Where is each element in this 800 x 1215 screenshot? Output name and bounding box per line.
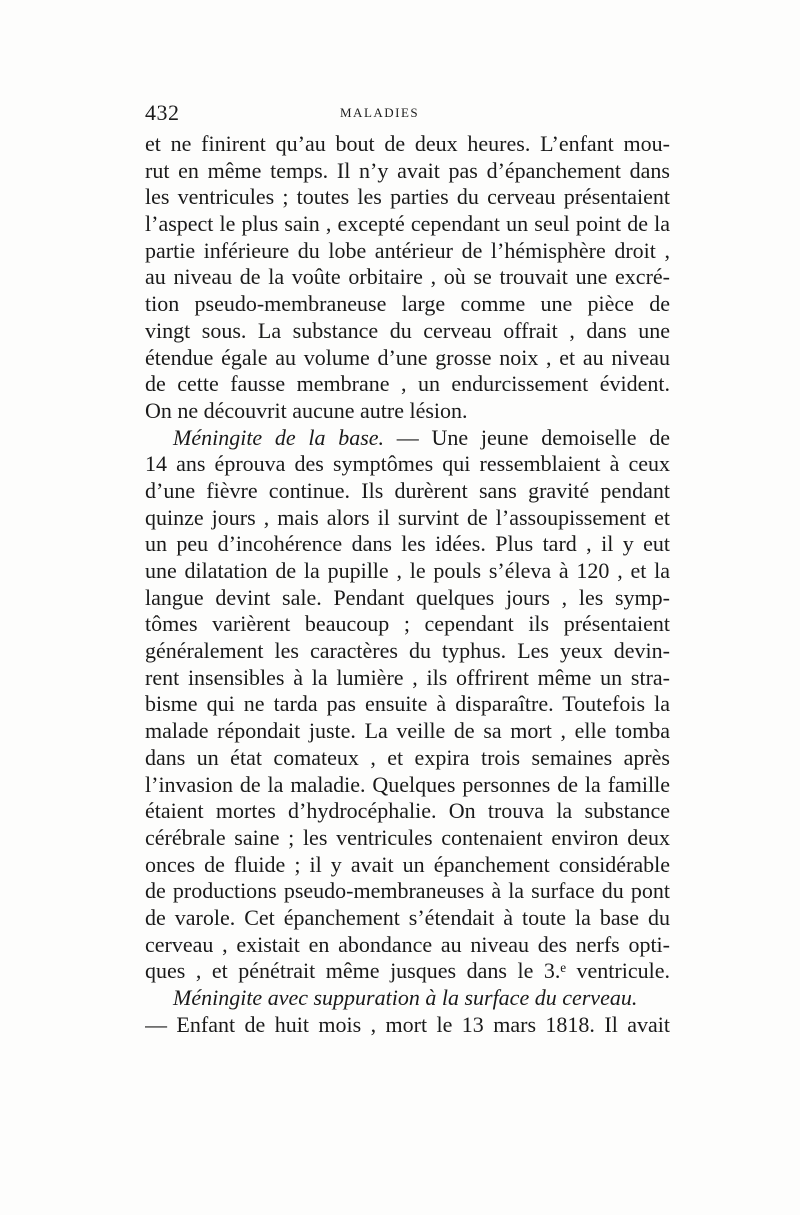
text-line xyxy=(145,825,670,852)
text-line xyxy=(145,425,670,452)
line-text: malade répondait juste. La veille de sa mort , elle tomba xyxy=(145,718,670,744)
text-line xyxy=(145,1012,670,1039)
line-text: bisme qui ne tarda pas ensuite à disparaître. Toutefois la xyxy=(145,691,670,717)
italic-heading: Méningite de la base. xyxy=(173,424,385,450)
text-line xyxy=(145,131,670,158)
text-line xyxy=(145,184,670,211)
line-text: On ne découvrit aucune autre lésion. xyxy=(145,397,468,423)
line-text: quinze jours , mais alors il survint de l’assoupissement et xyxy=(145,504,670,530)
page-number: 432 xyxy=(145,100,180,125)
line-text: onces de fluide ; il y avait un épanchement considérable xyxy=(145,851,670,877)
line-text: une dilatation de la pupille , le pouls s’éleva à 120 , et la xyxy=(145,558,670,583)
line-text: partie inférieure du lobe antérieur de l’hémisphère droit , xyxy=(145,237,670,263)
text-line xyxy=(145,585,670,612)
italic-heading: Méningite avec suppuration à la surface du cerveau. xyxy=(173,985,638,1010)
line-text: cerveau , existait en abondance au niveau des nerfs opti- xyxy=(145,931,670,957)
text-line xyxy=(145,238,670,265)
text-line xyxy=(145,691,670,718)
line-text: l’invasion de la maladie. Quelques personnes de la famille xyxy=(145,771,670,797)
line-text: cérébrale saine ; les ventricules contenaient environ deux xyxy=(145,824,670,850)
line-text: rut en même temps. Il n’y avait pas d’épanchement dans xyxy=(145,157,670,183)
text-line xyxy=(145,398,670,425)
text-line xyxy=(145,958,670,985)
text-line xyxy=(145,852,670,879)
line-text: d’une fièvre continue. Ils durèrent sans gravité pendant xyxy=(145,477,670,503)
line-text: vingt sous. La substance du cerveau offrait , dans une xyxy=(145,317,670,343)
line-text: tion pseudo-membraneuse large comme une pièce de xyxy=(145,291,670,317)
text-line xyxy=(145,158,670,185)
text-line xyxy=(145,932,670,959)
text-line xyxy=(145,665,670,692)
line-text: rent insensibles à la lumière , ils offrirent même un stra- xyxy=(145,664,670,690)
line-text: langue devint sale. Pendant quelques jours , les symp- xyxy=(145,584,670,610)
line-text: et ne finirent qu’au bout de deux heures. L’enfant mou- xyxy=(145,131,670,156)
line-text: 14 ans éprouva des symptômes qui ressemblaient à ceux xyxy=(145,451,670,477)
running-head: MALADIES xyxy=(340,105,420,120)
text-line xyxy=(145,345,670,372)
line-text: — Une jeune demoiselle de xyxy=(384,424,670,450)
text-line xyxy=(145,611,670,638)
text-line xyxy=(145,558,670,585)
line-text: généralement les caractères du typhus. Les yeux devin- xyxy=(145,638,670,664)
text-line xyxy=(145,798,670,825)
text-line xyxy=(145,772,670,799)
line-text: les ventricules ; toutes les parties du cerveau présentaient xyxy=(145,184,670,210)
text-line xyxy=(145,505,670,532)
text-line xyxy=(145,718,670,745)
line-text: étendue égale au volume d’une grosse noix , et au niveau xyxy=(145,344,670,370)
line-text: de productions pseudo-membraneuses à la surface du pont xyxy=(145,878,670,904)
text-line xyxy=(145,745,670,772)
line-text: — Enfant de huit mois , mort le 13 mars 1818. Il avait xyxy=(145,1011,670,1037)
text-line xyxy=(145,371,670,398)
line-text: dans un état comateux , et expira trois semaines après xyxy=(145,744,670,770)
text-line xyxy=(145,318,670,345)
text-line xyxy=(145,878,670,905)
line-text: tômes varièrent beaucoup ; cependant ils présentaient xyxy=(145,611,670,637)
line-text: l’aspect le plus sain , excepté cependant un seul point de la xyxy=(145,211,670,237)
text-line xyxy=(145,264,670,291)
text-line xyxy=(145,211,670,238)
text-line xyxy=(145,478,670,505)
text-line xyxy=(145,905,670,932)
line-text: ques , et pénétrait même jusques dans le 3.ᵉ ventricule. xyxy=(145,958,670,984)
text-line xyxy=(145,291,670,318)
line-text: étaient mortes d’hydrocéphalie. On trouva la substance xyxy=(145,798,670,824)
text-line xyxy=(145,985,670,1012)
page-header xyxy=(145,100,670,130)
line-text: de cette fausse membrane , un endurcissement évident. xyxy=(145,371,670,397)
line-text: un peu d’incohérence dans les idées. Plus tard , il y eut xyxy=(145,531,670,557)
text-line xyxy=(145,638,670,665)
body-text xyxy=(145,131,670,1038)
text-line xyxy=(145,531,670,558)
text-line xyxy=(145,451,670,478)
line-text: au niveau de la voûte orbitaire , où se trouvait une excré- xyxy=(145,264,670,290)
line-text: de varole. Cet épanchement s’étendait à toute la base du xyxy=(145,904,670,930)
